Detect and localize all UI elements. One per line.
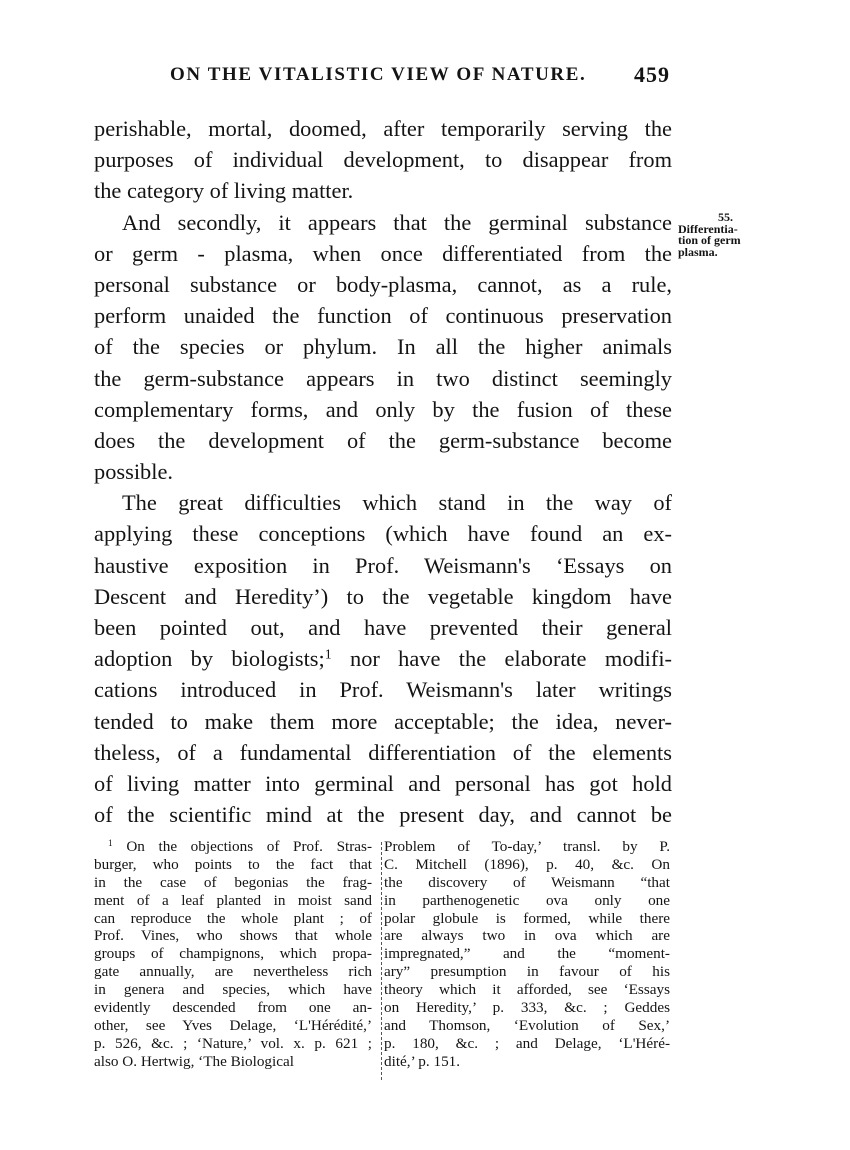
running-title: ON THE VITALISTIC VIEW OF NATURE.: [170, 64, 587, 85]
footnote-line: dité,’ p. 151.: [384, 1052, 461, 1070]
text-line: cations introduced in Prof. Weismann's later writings: [94, 677, 672, 703]
footnote-line: evidently descended from one an-: [94, 999, 372, 1017]
text-line: of the scientific mind at the present day, and cannot be: [94, 802, 672, 828]
footnote-line: impregnated,” and the “moment-: [384, 945, 670, 963]
footnote-line: can reproduce the whole plant ; of: [94, 909, 372, 927]
text-line: the germ-substance appears in two distinct seemingly: [94, 365, 672, 391]
text-segment: nor have the elaborate modifi-: [331, 646, 672, 672]
text-segment: On the objections of Prof. Stras-: [112, 838, 372, 855]
text-line: tended to make them more acceptable; the idea, never-: [94, 708, 672, 734]
footnote-line: in the case of begonias the frag-: [94, 873, 372, 891]
footnote-line: [94, 838, 372, 856]
marginal-note-line: plasma.: [678, 244, 718, 259]
footnote-line: and Thomson, ‘Evolution of Sex,’: [384, 1016, 670, 1034]
text-line: perform unaided the function of continuous preservation: [94, 303, 672, 329]
footnote-line: Prof. Vines, who shows that whole: [94, 927, 372, 945]
footnote-column-right: [384, 838, 670, 1071]
footnote-line: are always two in ova which are: [384, 927, 670, 945]
text-line: or germ - plasma, when once differentiated from the: [94, 240, 672, 266]
text-line: of living matter into germinal and personal has got hold: [94, 770, 672, 796]
text-segment: adoption by biologists;: [94, 646, 325, 672]
text-line: possible.: [94, 459, 173, 485]
footnote-line: p. 526, &c. ; ‘Nature,’ vol. x. p. 621 ;: [94, 1034, 372, 1052]
text-line: been pointed out, and have prevented their general: [94, 615, 672, 640]
text-line: haustive exposition in Prof. Weismann's ‘Essays on: [94, 552, 672, 578]
footnote-line: ment of a leaf planted in moist sand: [94, 891, 372, 909]
footnote-line: gate annually, are nevertheless rich: [94, 963, 372, 981]
text-line: complementary forms, and only by the fusion of these: [94, 396, 672, 422]
page-number: 459: [634, 62, 670, 87]
footnote-line: Problem of To-day,’ transl. by P.: [384, 838, 670, 855]
marginal-note-line: Differentia-: [678, 221, 738, 236]
footnote-line: burger, who points to the fact that: [94, 855, 372, 873]
text-line: theless, of a fundamental differentiation of the elements: [94, 739, 672, 765]
text-line: does the development of the germ-substance become: [94, 427, 672, 453]
footnotes: [94, 838, 672, 1078]
footnote-line: in genera and species, which have: [94, 981, 372, 999]
text-line: The great difficulties which stand in the way of: [122, 490, 672, 516]
footnote-line: groups of champignons, which propa-: [94, 945, 372, 963]
footnote-line: theory which it afforded, see ‘Essays: [384, 981, 670, 999]
column-divider: [381, 842, 382, 1080]
footnote-line: polar globule is formed, while there: [384, 909, 670, 927]
text-line: applying these conceptions (which have found an ex-: [94, 521, 672, 547]
footnote-line: in parthenogenetic ova only one: [384, 891, 670, 909]
footnote-line: the discovery of Weismann “that: [384, 873, 670, 891]
text-line: perishable, mortal, doomed, after temporarily serving the: [94, 116, 672, 141]
text-line: purposes of individual development, to disappear from: [94, 147, 672, 173]
footnote-line: on Heredity,’ p. 333, &c. ; Geddes: [384, 999, 670, 1017]
footnote-line: also O. Hertwig, ‘The Biological: [94, 1052, 294, 1070]
footnote-line: other, see Yves Delage, ‘L'Hérédité,’: [94, 1016, 372, 1034]
text-line: [94, 643, 672, 674]
footnote-reference[interactable]: 1: [324, 647, 332, 663]
footnote-line: p. 180, &c. ; and Delage, ‘L'Héré-: [384, 1034, 670, 1052]
footnote-line: C. Mitchell (1896), p. 40, &c. On: [384, 855, 670, 873]
text-line: personal substance or body-plasma, cannot, as a rule,: [94, 271, 672, 297]
footnote-column-left: [94, 838, 372, 1071]
text-line: Descent and Heredity’) to the vegetable kingdom have: [94, 583, 672, 609]
text-line: the category of living matter.: [94, 178, 354, 204]
text-line: of the species or phylum. In all the higher animals: [94, 334, 672, 360]
marginal-note-line: tion of germ: [678, 233, 741, 247]
footnote-marker: 1: [108, 838, 113, 849]
marginal-note: [678, 212, 778, 258]
marginal-note-number: 55.: [718, 210, 733, 224]
footnote-line: ary” presumption in favour of his: [384, 963, 670, 981]
running-head: [170, 62, 670, 90]
text-line: And secondly, it appears that the germinal substance: [122, 209, 672, 235]
body-text: [94, 113, 672, 830]
